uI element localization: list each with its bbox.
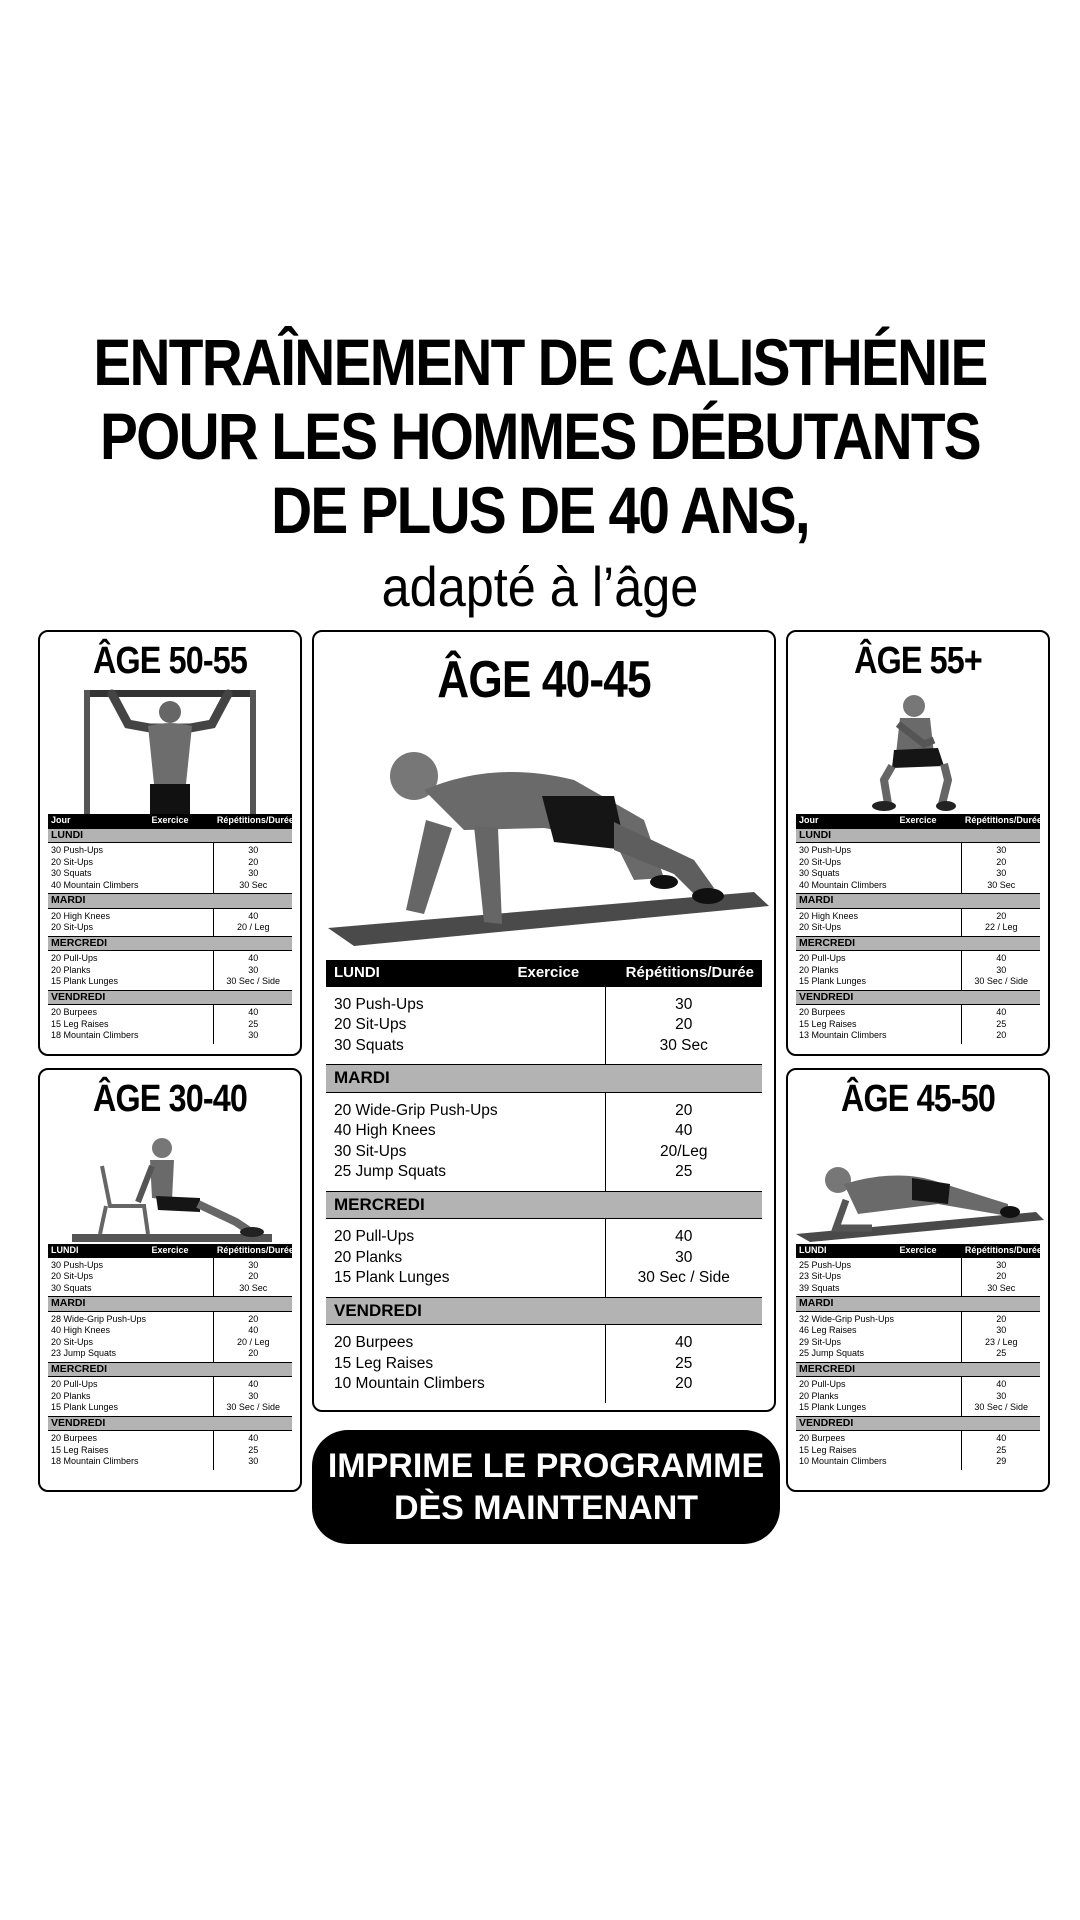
exercise-name: 20 Sit-Ups	[799, 856, 842, 867]
day-header-row	[48, 894, 292, 909]
reps-value: 20	[675, 1375, 693, 1392]
card-age-30-40	[38, 1068, 302, 1492]
day-label: MERCREDI	[48, 1362, 292, 1377]
schedule-table	[40, 814, 300, 1044]
exercise-name: 15 Leg Raises	[51, 1444, 109, 1455]
day-header-row	[48, 1362, 292, 1377]
exercise-name: 15 Plank Lunges	[51, 976, 119, 986]
squat-photo	[788, 684, 1048, 814]
card-age-55-plus	[786, 630, 1050, 1056]
title-line-2: POUR LES HOMMES DÉBUTANTS	[100, 399, 980, 473]
day-header-row	[326, 1297, 762, 1325]
reps-value: 40	[248, 910, 259, 921]
reps-value: 23 / Leg	[984, 1336, 1018, 1347]
card-title: ÂGE 40-45	[437, 651, 651, 709]
reps-value: 30	[996, 1259, 1007, 1270]
reps-list	[962, 1311, 1040, 1362]
exercise-name: 18 Mountain Climbers	[51, 1456, 139, 1466]
exercise-list	[796, 1431, 962, 1470]
reps-value: 20	[996, 1313, 1007, 1324]
exercise-row	[796, 1258, 1040, 1297]
reps-value: 20/Leg	[660, 1142, 708, 1160]
reps-value: 20	[996, 1271, 1007, 1281]
exercise-name: 20 High Knees	[799, 910, 859, 921]
exercise-list	[48, 951, 214, 991]
reps-value: 25	[248, 1444, 259, 1455]
exercise-row	[796, 1311, 1040, 1362]
exercise-list	[48, 843, 214, 894]
reps-value: 30 Sec / Side	[226, 976, 280, 986]
exercise-list	[796, 1005, 962, 1044]
reps-value: 40	[675, 1122, 693, 1139]
exercise-list	[48, 1311, 214, 1362]
exercise-name: 23 Jump Squats	[51, 1348, 117, 1358]
exercise-name: 20 Burpees	[51, 1433, 98, 1443]
reps-value: 30	[996, 845, 1007, 855]
table-header-row	[796, 1244, 1040, 1258]
title-line-1: ENTRAÎNEMENT DE CALISTHÉNIE	[93, 325, 987, 399]
reps-value: 30 Sec / Side	[974, 976, 1028, 986]
exercise-row	[48, 1258, 292, 1297]
day-label: MARDI	[326, 1065, 762, 1093]
reps-value: 25	[996, 1444, 1007, 1455]
exercise-name: 20 Pull-Ups	[51, 953, 98, 963]
exercise-name: 15 Plank Lunges	[51, 1402, 119, 1412]
reps-list	[214, 908, 292, 936]
reps-value: 25	[675, 1354, 693, 1372]
day-header-row	[326, 1065, 762, 1093]
exercise-list	[796, 951, 962, 991]
table-header-row	[48, 814, 292, 828]
exercise-name: 46 Leg Raises	[799, 1325, 857, 1335]
card-title: ÂGE 55+	[854, 640, 982, 682]
exercise-row	[796, 951, 1040, 991]
exercise-name: 20 Pull-Ups	[51, 1379, 98, 1389]
card-title: ÂGE 45-50	[841, 1078, 995, 1120]
exercise-name: 10 Mountain Climbers	[799, 1456, 887, 1466]
exercise-list	[326, 1219, 605, 1298]
reps-value: 30	[996, 1390, 1007, 1401]
exercise-name: 20 Planks	[51, 964, 91, 975]
exercise-name: 30 Push-Ups	[799, 845, 852, 855]
exercise-name: 15 Leg Raises	[799, 1444, 857, 1455]
exercise-name: 15 Leg Raises	[334, 1354, 434, 1372]
exercise-row	[48, 843, 292, 894]
table-header-row	[48, 1244, 292, 1258]
dips-photo	[40, 1122, 300, 1244]
card-age-45-50	[786, 1068, 1050, 1492]
exercise-list	[796, 843, 962, 894]
schedule-grid	[796, 814, 1040, 1044]
exercise-name: 13 Mountain Climbers	[799, 1030, 887, 1040]
reps-value: 20 / Leg	[236, 922, 270, 932]
exercise-name: 32 Wide-Grip Push-Ups	[799, 1313, 895, 1324]
schedule-table	[788, 1244, 1048, 1470]
header-exercise: Exercice	[874, 814, 962, 828]
exercise-name: 20 Burpees	[51, 1007, 98, 1017]
exercise-name: 30 Squats	[334, 1036, 404, 1054]
day-header-row	[796, 1362, 1040, 1377]
reps-value: 20	[248, 1348, 259, 1358]
exercise-row	[48, 1005, 292, 1044]
card-age-40-45	[312, 630, 776, 1412]
reps-value: 40	[996, 1433, 1007, 1443]
day-header-row	[796, 1416, 1040, 1431]
reps-value: 30 Sec / Side	[226, 1402, 280, 1412]
exercise-name: 30 Squats	[51, 1282, 92, 1293]
day-header-row	[796, 894, 1040, 909]
reps-value: 25	[996, 1018, 1007, 1029]
reps-value: 40	[248, 1379, 259, 1389]
day-label: MARDI	[796, 894, 1040, 909]
reps-value: 30	[248, 964, 259, 975]
exercise-name: 29 Sit-Ups	[799, 1336, 842, 1347]
reps-value: 30	[996, 964, 1007, 975]
reps-list	[214, 1377, 292, 1417]
day-header-row	[796, 936, 1040, 951]
exercise-list	[796, 1377, 962, 1417]
exercise-name: 20 Planks	[799, 1390, 839, 1401]
reps-value: 30 Sec	[659, 1036, 708, 1054]
exercise-row	[48, 1377, 292, 1417]
reps-value: 40	[675, 1228, 693, 1245]
reps-list	[605, 1219, 762, 1298]
exercise-name: 39 Squats	[799, 1282, 840, 1293]
header-reps: Répétitions/Durée	[214, 1244, 292, 1258]
reps-value: 22 / Leg	[984, 922, 1018, 932]
reps-list	[605, 987, 762, 1065]
schedule-grid	[48, 1244, 292, 1470]
schedule-table	[314, 960, 774, 1403]
exercise-list	[796, 1311, 962, 1362]
schedule-table	[788, 814, 1048, 1044]
reps-value: 25	[675, 1163, 693, 1180]
reps-list	[214, 1258, 292, 1297]
reps-value: 40	[248, 953, 259, 963]
exercise-name: 20 Pull-Ups	[799, 953, 846, 963]
header-day: Jour	[48, 814, 126, 828]
reps-value: 30	[248, 1456, 259, 1466]
exercise-list	[326, 1092, 605, 1191]
reps-list	[214, 1431, 292, 1470]
card-title: ÂGE 30-40	[93, 1078, 247, 1120]
day-label: MARDI	[48, 1297, 292, 1312]
exercise-list	[48, 1005, 214, 1044]
reps-list	[214, 843, 292, 894]
reps-value: 40	[248, 1433, 259, 1443]
print-program-button[interactable]	[312, 1430, 780, 1544]
header-reps: Répétitions/Durée	[605, 960, 762, 987]
day-header-row	[796, 1297, 1040, 1312]
reps-value: 40	[996, 953, 1007, 963]
reps-value: 20	[248, 1313, 259, 1324]
exercise-row	[48, 1431, 292, 1470]
reps-value: 30 Sec	[987, 1282, 1016, 1293]
reps-value: 30	[675, 1248, 693, 1266]
exercise-name: 20 High Knees	[51, 910, 111, 921]
exercise-name: 25 Jump Squats	[799, 1348, 865, 1358]
exercise-name: 20 Sit-Ups	[334, 1016, 407, 1033]
exercise-name: 20 Sit-Ups	[799, 922, 842, 932]
table-header-row	[326, 960, 762, 987]
header-day: LUNDI	[796, 1244, 874, 1258]
exercise-list	[48, 908, 214, 936]
day-label: MARDI	[796, 1297, 1040, 1312]
card-age-50-55	[38, 630, 302, 1056]
exercise-name: 25 Push-Ups	[799, 1259, 852, 1270]
day-header-row	[326, 1191, 762, 1219]
exercise-name: 20 Sit-Ups	[51, 1271, 94, 1281]
reps-value: 20	[248, 1271, 259, 1281]
header-reps: Répétitions/Durée	[962, 1244, 1040, 1258]
exercise-row	[326, 1219, 762, 1298]
reps-value: 40	[248, 1007, 259, 1017]
day-label: MERCREDI	[796, 936, 1040, 951]
exercise-name: 40 High Knees	[51, 1325, 111, 1335]
reps-list	[962, 1258, 1040, 1297]
reps-value: 20	[996, 910, 1007, 921]
exercise-row	[326, 1325, 762, 1403]
exercise-row	[796, 1377, 1040, 1417]
reps-value: 30 Sec	[987, 879, 1016, 890]
day-label: MERCREDI	[326, 1191, 762, 1219]
exercise-name: 30 Push-Ups	[51, 845, 104, 855]
reps-value: 20	[996, 1030, 1007, 1040]
day-label: LUNDI	[796, 828, 1040, 843]
reps-value: 30 Sec / Side	[974, 1402, 1028, 1412]
exercise-row	[48, 951, 292, 991]
day-label: VENDREDI	[796, 1416, 1040, 1431]
cta-line-1: IMPRIME LE PROGRAMME	[327, 1447, 765, 1485]
reps-list	[962, 843, 1040, 894]
schedule-grid	[796, 1244, 1040, 1470]
card-title: ÂGE 50-55	[93, 640, 247, 682]
reps-list	[962, 951, 1040, 991]
reps-list	[962, 1005, 1040, 1044]
reps-list	[214, 951, 292, 991]
reps-value: 40	[248, 1325, 259, 1335]
reps-list	[962, 1377, 1040, 1417]
exercise-name: 18 Mountain Climbers	[51, 1030, 139, 1040]
day-label: VENDREDI	[326, 1297, 762, 1325]
reps-value: 20	[675, 1016, 693, 1033]
exercise-list	[48, 1258, 214, 1297]
exercise-name: 15 Plank Lunges	[799, 1402, 867, 1412]
exercise-list	[48, 1431, 214, 1470]
reps-value: 20	[248, 856, 259, 867]
day-header-row	[796, 990, 1040, 1005]
reps-value: 30 Sec / Side	[637, 1269, 730, 1286]
reps-value: 30	[248, 868, 259, 878]
reps-value: 40	[996, 1379, 1007, 1389]
exercise-name: 30 Push-Ups	[334, 995, 424, 1013]
title-line-3: DE PLUS DE 40 ANS,	[271, 473, 809, 547]
exercise-list	[48, 1377, 214, 1417]
reps-list	[962, 1431, 1040, 1470]
exercise-row	[796, 1005, 1040, 1044]
day-header-row	[48, 936, 292, 951]
reps-value: 40	[675, 1334, 693, 1351]
plank-photo	[788, 1122, 1048, 1244]
header-reps: Répétitions/Durée	[962, 814, 1040, 828]
reps-value: 25	[996, 1348, 1007, 1358]
exercise-name: 20 Pull-Ups	[334, 1228, 415, 1245]
exercise-name: 30 Sit-Ups	[334, 1142, 407, 1160]
table-header-row	[796, 814, 1040, 828]
exercise-row	[326, 987, 762, 1065]
header-exercise: Exercice	[126, 1244, 214, 1258]
pullup-photo	[40, 684, 300, 814]
reps-value: 20 / Leg	[236, 1336, 270, 1347]
day-header-row	[48, 1297, 292, 1312]
day-label: LUNDI	[48, 828, 292, 843]
exercise-name: 20 Planks	[799, 964, 839, 975]
reps-list	[605, 1092, 762, 1191]
exercise-name: 15 Leg Raises	[799, 1018, 857, 1029]
exercise-list	[326, 987, 605, 1065]
exercise-name: 15 Plank Lunges	[334, 1269, 450, 1286]
exercise-row	[48, 908, 292, 936]
exercise-row	[796, 1431, 1040, 1470]
exercise-name: 20 Burpees	[799, 1007, 846, 1017]
reps-value: 20	[996, 856, 1007, 867]
exercise-name: 30 Push-Ups	[51, 1259, 104, 1270]
exercise-name: 20 Planks	[51, 1390, 91, 1401]
cta-line-2: DÈS MAINTENANT	[393, 1489, 699, 1527]
header-exercise: Exercice	[126, 814, 214, 828]
reps-list	[962, 908, 1040, 936]
reps-value: 25	[248, 1018, 259, 1029]
day-label: MERCREDI	[796, 1362, 1040, 1377]
day-label: MARDI	[48, 894, 292, 909]
exercise-name: 30 Squats	[799, 868, 840, 878]
exercise-list	[796, 908, 962, 936]
day-label: VENDREDI	[48, 1416, 292, 1431]
reps-value: 30	[675, 995, 693, 1013]
header-exercise: Exercice	[492, 960, 605, 987]
exercise-name: 40 Mountain Climbers	[51, 879, 139, 890]
exercise-name: 28 Wide-Grip Push-Ups	[51, 1313, 147, 1324]
exercise-name: 30 Squats	[51, 868, 92, 878]
reps-list	[605, 1325, 762, 1403]
header-exercise: Exercice	[874, 1244, 962, 1258]
exercise-name: 15 Leg Raises	[51, 1018, 109, 1029]
exercise-name: 40 High Knees	[334, 1122, 436, 1139]
header-reps: Répétitions/Durée	[214, 814, 292, 828]
exercise-row	[48, 1311, 292, 1362]
day-header-row	[796, 828, 1040, 843]
exercise-name: 20 Burpees	[799, 1433, 846, 1443]
reps-value: 30	[996, 868, 1007, 878]
reps-value: 30	[248, 1030, 259, 1040]
day-label: MERCREDI	[48, 936, 292, 951]
schedule-grid	[326, 960, 762, 1403]
schedule-grid	[48, 814, 292, 1044]
reps-value: 30 Sec	[239, 1282, 268, 1293]
page-subtitle: adapté à l’âge	[381, 555, 699, 618]
day-label: VENDREDI	[796, 990, 1040, 1005]
exercise-name: 20 Planks	[334, 1248, 403, 1266]
header-day: LUNDI	[48, 1244, 126, 1258]
reps-value: 30	[248, 1390, 259, 1401]
reps-list	[214, 1311, 292, 1362]
exercise-row	[326, 1092, 762, 1191]
exercise-name: 20 Sit-Ups	[51, 856, 94, 867]
header-day: Jour	[796, 814, 874, 828]
day-label: VENDREDI	[48, 990, 292, 1005]
exercise-name: 20 Burpees	[334, 1334, 414, 1351]
reps-value: 30 Sec	[239, 879, 268, 890]
reps-list	[214, 1005, 292, 1044]
exercise-name: 20 Pull-Ups	[799, 1379, 846, 1389]
exercise-row	[796, 908, 1040, 936]
exercise-name: 40 Mountain Climbers	[799, 879, 887, 890]
day-header-row	[48, 828, 292, 843]
day-header-row	[48, 1416, 292, 1431]
page-title	[76, 325, 1005, 547]
exercise-name: 15 Plank Lunges	[799, 976, 867, 986]
exercise-list	[796, 1258, 962, 1297]
reps-value: 40	[996, 1007, 1007, 1017]
schedule-table	[40, 1244, 300, 1470]
header-day: LUNDI	[326, 960, 492, 987]
day-header-row	[48, 990, 292, 1005]
exercise-name: 25 Jump Squats	[334, 1163, 447, 1180]
exercise-name: 20 Sit-Ups	[51, 1336, 94, 1347]
reps-value: 30	[248, 845, 259, 855]
reps-value: 29	[996, 1456, 1007, 1466]
exercise-name: 10 Mountain Climbers	[334, 1375, 485, 1392]
exercise-row	[796, 843, 1040, 894]
reps-value: 20	[675, 1101, 693, 1119]
pushup-photo	[314, 710, 774, 960]
exercise-name: 23 Sit-Ups	[799, 1271, 842, 1281]
exercise-list	[326, 1325, 605, 1403]
exercise-name: 20 Sit-Ups	[51, 922, 94, 932]
reps-value: 30	[248, 1259, 259, 1270]
reps-value: 30	[996, 1325, 1007, 1335]
exercise-name: 20 Wide-Grip Push-Ups	[334, 1101, 498, 1119]
